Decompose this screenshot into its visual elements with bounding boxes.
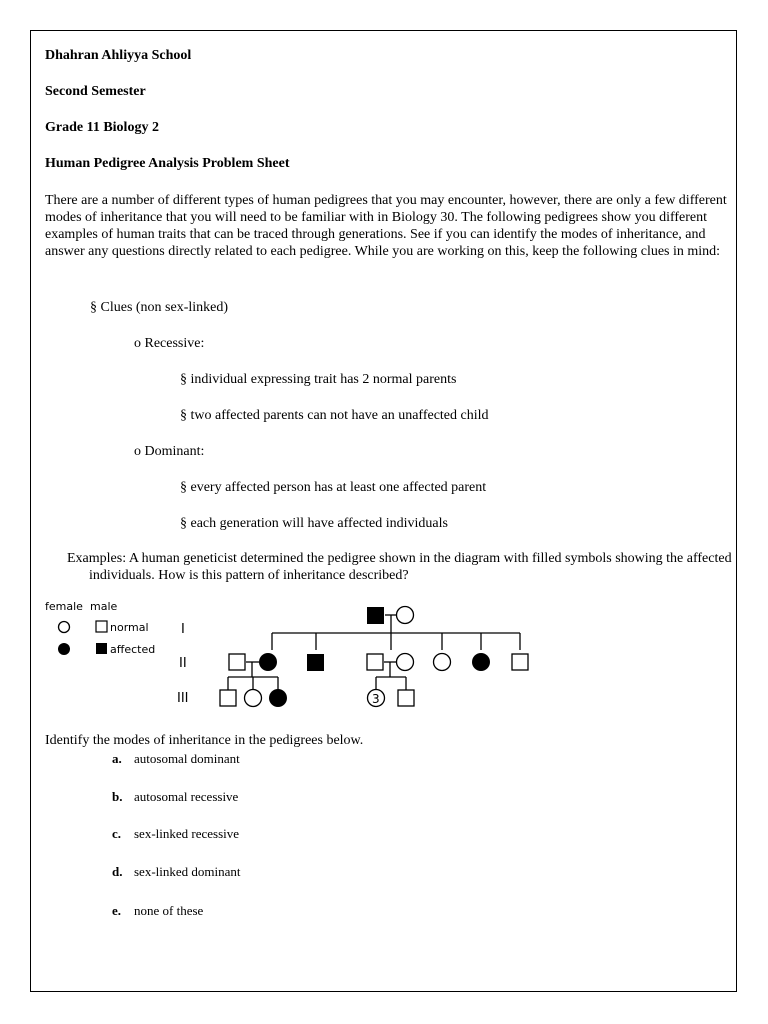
legend-normal-label: normal [110, 621, 149, 634]
generation-label-iii: III [177, 691, 189, 706]
option-text: sex-linked recessive [134, 826, 240, 841]
legend-normal-female-icon [59, 622, 70, 633]
legend-female-label: female [45, 600, 83, 613]
dominant-clue-1: § every affected person has at least one affected parent [180, 480, 487, 495]
pedigree-ii-female-normal [434, 654, 451, 671]
generation-label-ii: II [179, 656, 187, 671]
legend-affected-male-icon [96, 643, 107, 654]
pedigree-ii-female-normal-spouse [397, 654, 414, 671]
semester: Second Semester [45, 84, 146, 99]
pedigree-iii-female-normal [245, 690, 262, 707]
legend-normal-male-icon [96, 621, 107, 632]
generation-label-i: I [181, 622, 185, 637]
recessive-clue-2: § two affected parents can not have an unaffected child [180, 408, 489, 423]
option-text: none of these [134, 903, 204, 918]
option-letter: d. [112, 864, 123, 879]
course-title: Grade 11 Biology 2 [45, 120, 159, 135]
option-letter: e. [112, 903, 122, 918]
recessive-clue-1: § individual expressing trait has 2 normal parents [180, 372, 457, 387]
page-border [30, 30, 737, 992]
clues-heading: § Clues (non sex-linked) [90, 300, 229, 315]
legend-affected-female-icon [58, 643, 70, 655]
intro-paragraph: There are a number of different types of human pedigrees that you may encounter, however, there are only a few different modes of inheritance that you will need to be familiar with in Biology 30. The following pedigrees show you different examples of human traits that can be traced through generations. See if you can identify the modes of inheritance, and answer any questions directly related to each pedigree. While you are working on this, keep the following clues in mind: [45, 193, 727, 259]
option-text: sex-linked dominant [134, 864, 241, 879]
option-letter: c. [112, 826, 122, 841]
example-question: Examples: A human geneticist determined the pedigree shown in the diagram with filled symbols showing the affected individuals. How is this pattern of inheritance described? [67, 551, 732, 583]
option-letter: b. [112, 789, 123, 804]
pedigree-iii-female-affected [269, 689, 287, 707]
legend-affected-label: affected [110, 643, 156, 656]
sheet-title: Human Pedigree Analysis Problem Sheet [45, 156, 290, 171]
option-letter: a. [112, 751, 122, 766]
pedigree-diagram [40, 595, 540, 715]
legend-male-label: male [90, 600, 118, 613]
pedigree-ii-female-affected [259, 653, 277, 671]
pedigree-iii-male-normal [220, 690, 236, 706]
pedigree-ii-male-affected [307, 654, 324, 671]
pedigree-i-female-normal [397, 607, 414, 624]
pedigree-iii-male-normal-2 [398, 690, 414, 706]
pedigree-ii-male-normal [367, 654, 383, 670]
option-text: autosomal dominant [134, 751, 240, 766]
pedigree-ii-female-affected-2 [472, 653, 490, 671]
pedigree-iii-multiple-count: 3 [372, 692, 380, 706]
pedigree-i-male-affected [367, 607, 384, 624]
option-text: autosomal recessive [134, 789, 239, 804]
pedigree-ii-male-normal-2 [512, 654, 528, 670]
dominant-clue-2: § each generation will have affected individuals [180, 516, 448, 531]
pedigree-ii-male-normal-spouse [229, 654, 245, 670]
dominant-heading: o Dominant: [134, 444, 205, 459]
question-prompt: Identify the modes of inheritance in the pedigrees below. [45, 733, 364, 748]
school-name: Dhahran Ahliyya School [45, 48, 192, 63]
recessive-heading: o Recessive: [134, 336, 205, 351]
